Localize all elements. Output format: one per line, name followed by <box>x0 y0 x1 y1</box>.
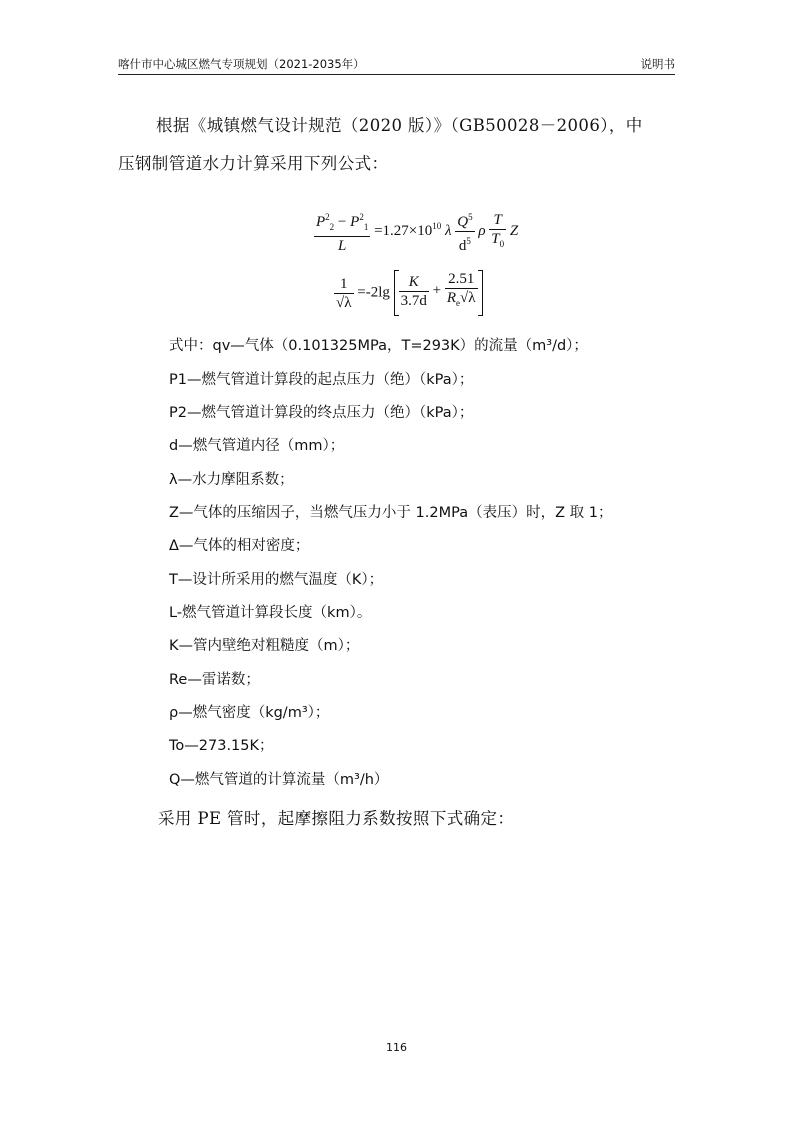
formula-pressure-drop: $\frac{P^2_2 - P^2_1}{L}$ $=1.27\times 10^{10}$ λ $\frac{Q^5}{d^5}$ ρ $\frac{T}{T_0}$ Z <box>314 208 518 255</box>
definition-q: Q—燃气管道的计算流量（m³/h） <box>169 772 389 788</box>
definition-k: K—管内壁绝对粗糙度（m）； <box>169 638 360 654</box>
header-title: 喀什市中心城区燃气专项规划（2021-2035年） <box>118 57 365 71</box>
definition-to: To—273.15K； <box>169 738 274 754</box>
definition-re: Re—雷诺数； <box>169 672 260 688</box>
definition-d: d—燃气管道内径（mm）； <box>169 438 345 454</box>
definition-rho: ρ—燃气密度（kg/m³）； <box>169 705 330 721</box>
intro-line-2: 压钢制管道水力计算采用下列公式： <box>118 154 389 173</box>
page-header <box>118 56 675 75</box>
definition-t: T—设计所采用的燃气温度（K）； <box>169 572 384 588</box>
definition-z: Z—气体的压缩因子，当燃气压力小于 1.2MPa（表压）时，Z 取 1； <box>169 505 613 521</box>
formula-bracket: $\frac{K}{3.7d}$ + $\frac{2.51}{R_e√\lambda}$ <box>394 270 483 316</box>
header-section: 说明书 <box>640 57 675 71</box>
page-number: 116 <box>386 1041 407 1054</box>
definition-qv: 式中：qv—气体（0.101325MPa，T=293K）的流量（m³/d）； <box>169 338 588 354</box>
formula-friction: $\frac{1}{√\lambda}$ =-2lg $\frac{K}{3.7d}$ + $\frac{2.51}{R_e√\lambda}$ <box>334 270 483 316</box>
pressure-fraction: $\frac{P^2_2 - P^2_1}{L}$ <box>314 208 370 255</box>
closing-paragraph: 采用 PE 管时，起摩擦阻力系数按照下式确定： <box>158 809 515 828</box>
intro-line-1: 根据《城镇燃气设计规范（2020 版）》（GB50028－2006），中 <box>156 116 643 135</box>
definition-p2: P2—燃气管道计算段的终点压力（绝）（kPa）； <box>169 405 474 421</box>
definition-delta: Δ—气体的相对密度； <box>169 538 310 554</box>
definition-lambda: λ—水力摩阻系数； <box>169 472 294 488</box>
definition-l: L-燃气管道计算段长度（km）。 <box>169 605 372 621</box>
definition-p1: P1—燃气管道计算段的起点压力（绝）（kPa）； <box>169 372 474 388</box>
